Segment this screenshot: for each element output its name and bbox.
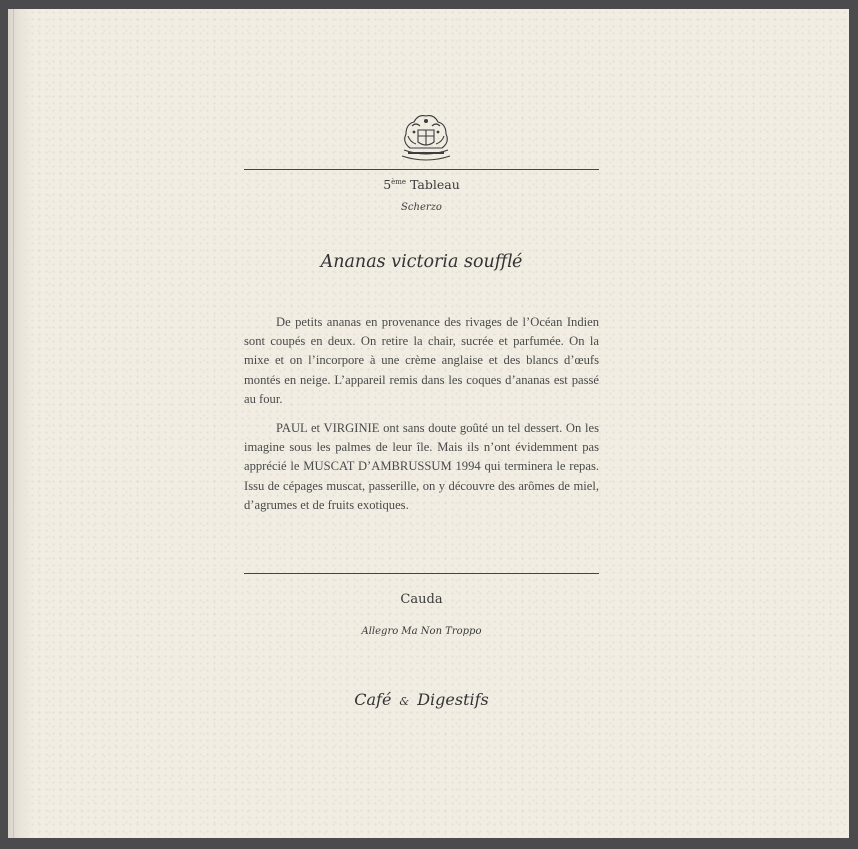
top-divider (244, 169, 599, 170)
book-gutter (8, 9, 34, 838)
tableau-suffix: ème (391, 177, 407, 186)
tableau-number: 5 (383, 177, 392, 192)
tableau-heading (244, 177, 599, 192)
closing-ampersand: & (399, 695, 410, 708)
section-heading: Cauda (400, 592, 443, 607)
gutter-line (13, 9, 14, 838)
heraldic-crest-icon (396, 112, 456, 168)
tableau-label: Tableau (410, 177, 460, 192)
dish-title: Ananas victoria soufflé (320, 252, 523, 272)
bottom-divider (244, 573, 599, 574)
menu-page (8, 9, 849, 838)
closing-left: Café (354, 690, 392, 709)
movement-subtitle: Scherzo (401, 202, 442, 213)
description-paragraph: De petits ananas en provenance des rivages de l’Océan Indien sont coupés en deux. On retire la chair, sucrée et parfumée. On la mixe et on l’incorpore à une crème anglaise et des blancs d’œufs montés en neige. L’appareil remis dans les coques d’ananas est passé au four. (244, 315, 599, 406)
description-paragraph: PAUL et VIRGINIE ont sans doute goûté un tel dessert. On les imagine sous les palmes de leur île. Mais ils n’ont évidemment pas apprécié le MUSCAT D’AMBRUSSUM 1994 qui terminera le repas. Issu de cépages muscat, passerille, on y découvre des arômes de miel, d’agrumes et de fruits exotiques. (244, 421, 599, 512)
section-movement: Allegro Ma Non Troppo (361, 626, 482, 637)
closing-line (244, 690, 599, 709)
description-text (244, 313, 599, 525)
closing-right: Digestifs (417, 690, 489, 709)
